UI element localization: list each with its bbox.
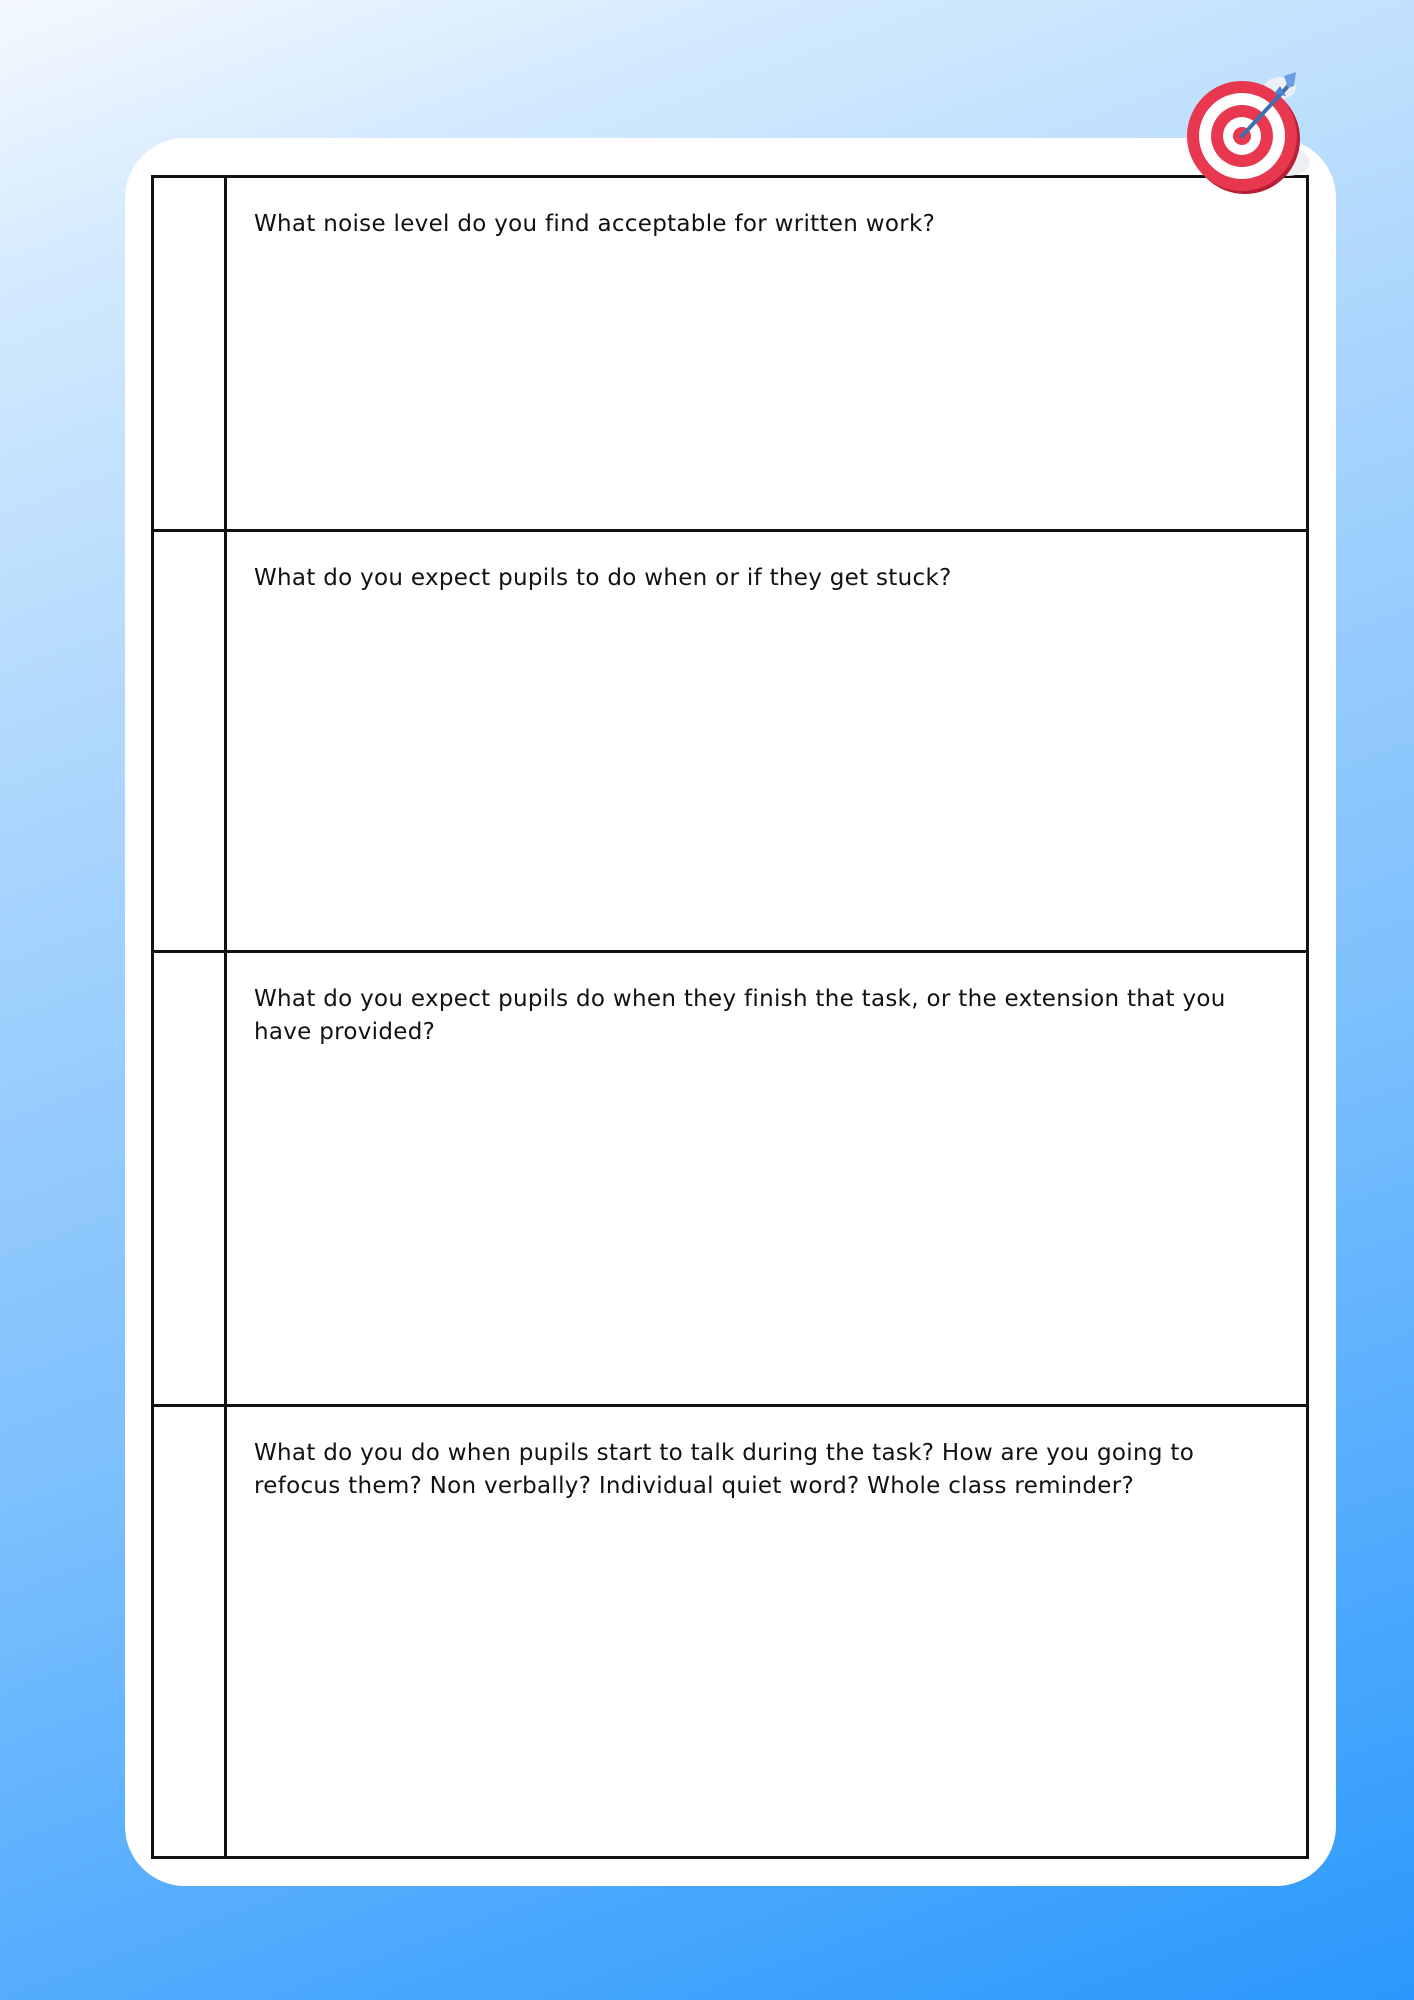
question-text: What do you do when pupils start to talk during the task? How are you going to refocus them? Non verbally? Individual quiet word? Whole class reminder? bbox=[254, 1440, 1195, 1499]
side-cell bbox=[154, 953, 227, 1404]
question-text: What do you expect pupils to do when or if they get stuck? bbox=[254, 565, 952, 591]
answer-area[interactable] bbox=[227, 178, 1306, 529]
question-text: What do you expect pupils do when they finish the task, or the extension that you have provided? bbox=[254, 986, 1226, 1045]
question-row bbox=[154, 1407, 1306, 1856]
side-cell bbox=[154, 532, 227, 950]
answer-area[interactable] bbox=[227, 1407, 1306, 1856]
question-row bbox=[154, 178, 1306, 532]
answer-area[interactable] bbox=[227, 953, 1306, 1404]
question-table bbox=[151, 175, 1309, 1859]
question-row bbox=[154, 532, 1306, 953]
target-with-arrow-icon bbox=[1168, 66, 1316, 196]
side-cell bbox=[154, 178, 227, 529]
question-row bbox=[154, 953, 1306, 1407]
answer-area[interactable] bbox=[227, 532, 1306, 950]
question-text: What noise level do you find acceptable for written work? bbox=[254, 211, 936, 237]
side-cell bbox=[154, 1407, 227, 1856]
